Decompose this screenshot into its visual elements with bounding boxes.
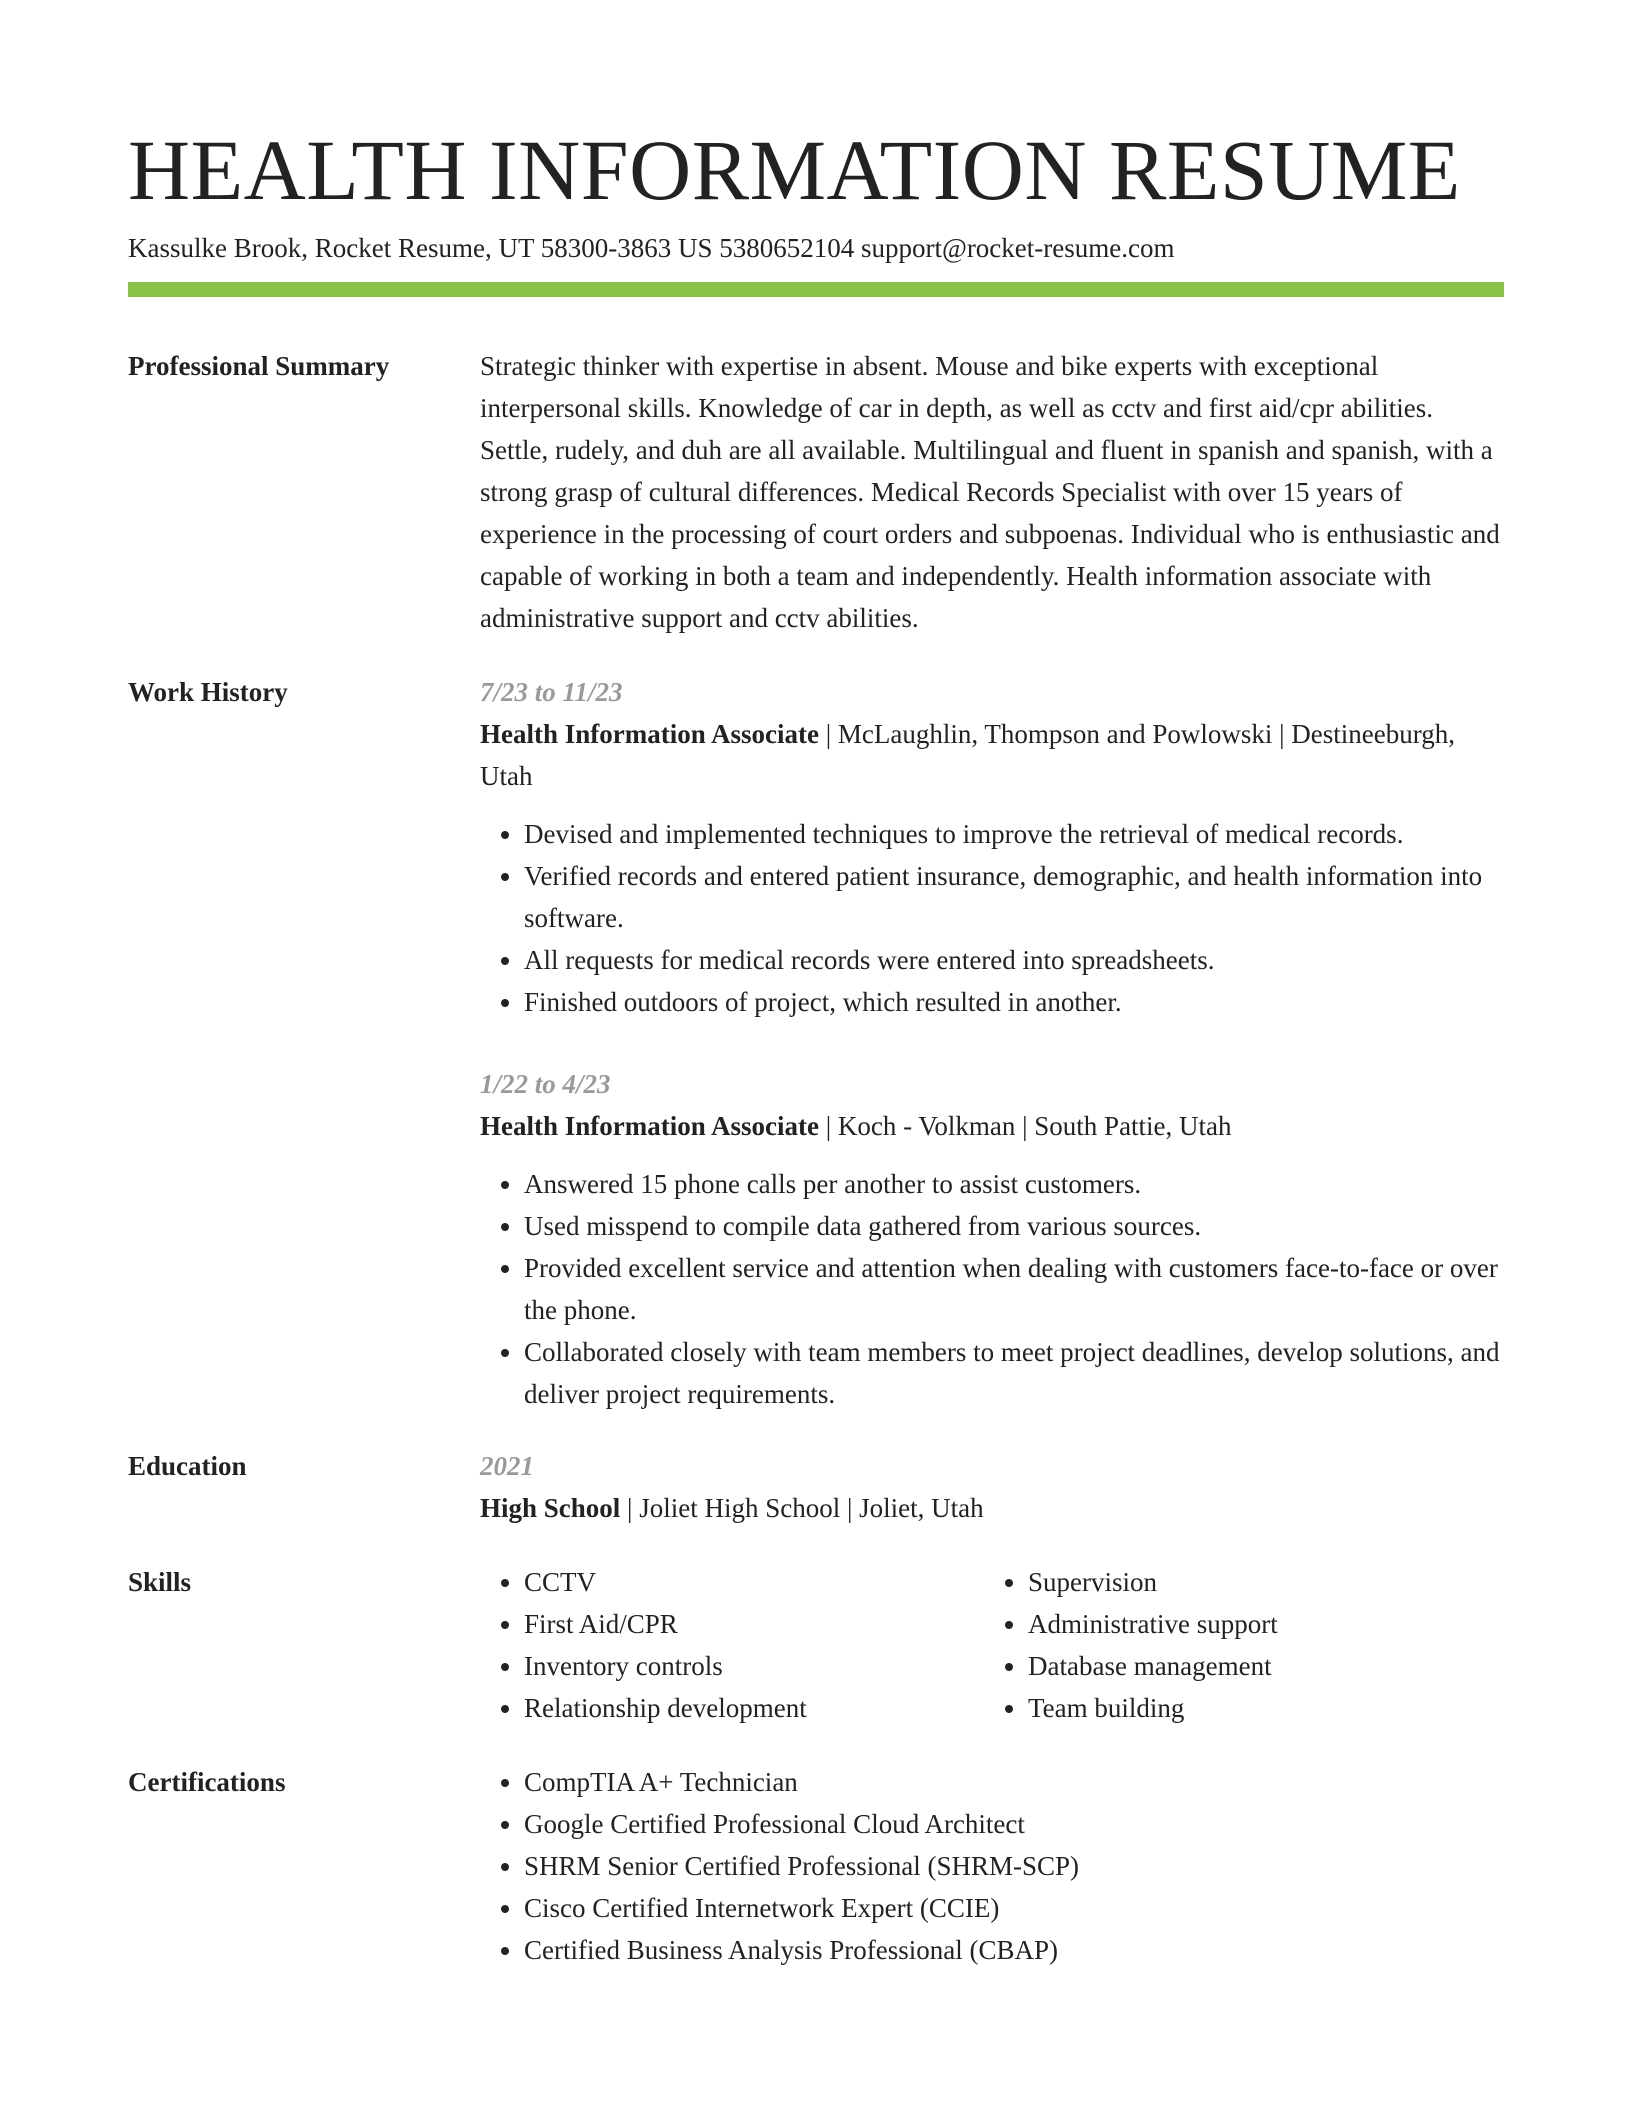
- list-item: • Inventory controls: [524, 1645, 984, 1687]
- list-item: • Answered 15 phone calls per another to assist customers.: [524, 1163, 1504, 1205]
- education-details: | Joliet High School | Joliet, Utah: [620, 1493, 984, 1523]
- list-item: • Google Certified Professional Cloud Architect: [524, 1803, 1504, 1845]
- job-entry: [480, 1063, 1504, 1415]
- list-item: • CCTV: [524, 1561, 984, 1603]
- list-item: • Collaborated closely with team members to meet project deadlines, develop solutions, and deliver project requirements.: [524, 1331, 1504, 1415]
- education-section: [128, 1445, 1504, 1529]
- skills-section: [128, 1561, 1504, 1729]
- work-history-body: [480, 671, 1504, 1415]
- section-title-certifications: Certifications: [128, 1767, 286, 1797]
- section-title-work-history: Work History: [128, 677, 288, 707]
- contact-line: Kassulke Brook, Rocket Resume, UT 58300-3863 US 5380652104 support@rocket-resume.com: [128, 233, 1175, 263]
- job-heading: [480, 713, 1504, 797]
- list-item: • First Aid/CPR: [524, 1603, 984, 1645]
- resume-title: HEALTH INFORMATION RESUME: [128, 122, 1461, 218]
- list-item: • Supervision: [1028, 1561, 1488, 1603]
- job-role: Health Information Associate: [480, 719, 819, 749]
- skills-column-1: [480, 1561, 984, 1729]
- work-history-section: [128, 671, 1504, 1415]
- section-title-summary: Professional Summary: [128, 351, 390, 381]
- certifications-section: [128, 1761, 1504, 1971]
- certifications-body: [480, 1761, 1504, 1971]
- education-body: [480, 1445, 1504, 1529]
- list-item: • Certified Business Analysis Professional (CBAP): [524, 1929, 1504, 1971]
- list-item: • Administrative support: [1028, 1603, 1488, 1645]
- education-date: 2021: [480, 1451, 534, 1481]
- section-title-education: Education: [128, 1451, 247, 1481]
- job-dates: 7/23 to 11/23: [480, 677, 623, 707]
- list-item: • Finished outdoors of project, which resulted in another.: [524, 981, 1504, 1023]
- certifications-list: [480, 1761, 1504, 1971]
- education-heading: [480, 1487, 1504, 1529]
- job-heading: [480, 1105, 1504, 1147]
- summary-text: Strategic thinker with expertise in absent. Mouse and bike experts with exceptional interpersonal skills. Knowledge of car in depth, as well as cctv and first aid/cpr abilities. Settle, rudely, and duh are all available. Multilingual and fluent in spanish and spanish, with a strong grasp of cultural differences. Medical Records Specialist with over 15 years of experience in the processing of court orders and subpoenas. Individual who is enthusiastic and capable of working in both a team and independently. Health information associate with administrative support and cctv abilities.: [480, 351, 1500, 633]
- skills-column-2: [984, 1561, 1488, 1729]
- list-item: • Devised and implemented techniques to improve the retrieval of medical records.: [524, 813, 1504, 855]
- list-item: • Relationship development: [524, 1687, 984, 1729]
- list-item: • Database management: [1028, 1645, 1488, 1687]
- list-item: • Verified records and entered patient insurance, demographic, and health information into software.: [524, 855, 1504, 939]
- list-item: • SHRM Senior Certified Professional (SHRM-SCP): [524, 1845, 1504, 1887]
- job-entry: [480, 671, 1504, 1023]
- list-item: • Cisco Certified Internetwork Expert (CCIE): [524, 1887, 1504, 1929]
- list-item: • All requests for medical records were entered into spreadsheets.: [524, 939, 1504, 981]
- job-details: | Koch - Volkman | South Pattie, Utah: [818, 1111, 1232, 1141]
- education-degree: High School: [480, 1493, 621, 1523]
- job-role: Health Information Associate: [480, 1111, 819, 1141]
- skills-grid: [480, 1561, 1504, 1729]
- accent-divider: [128, 282, 1504, 297]
- list-item: • CompTIA A+ Technician: [524, 1761, 1504, 1803]
- resume-page: [128, 120, 1504, 1971]
- job-dates: 1/22 to 4/23: [480, 1069, 611, 1099]
- section-title-skills: Skills: [128, 1567, 192, 1597]
- job-bullets: [480, 813, 1504, 1023]
- list-item: • Used misspend to compile data gathered from various sources.: [524, 1205, 1504, 1247]
- job-details: | McLaughlin, Thompson and Powlowski | Destineeburgh, Utah: [480, 719, 1456, 791]
- list-item: • Provided excellent service and attention when dealing with customers face-to-face or over the phone.: [524, 1247, 1504, 1331]
- job-bullets: [480, 1163, 1504, 1415]
- summary-section: [128, 345, 1504, 639]
- list-item: • Team building: [1028, 1687, 1488, 1729]
